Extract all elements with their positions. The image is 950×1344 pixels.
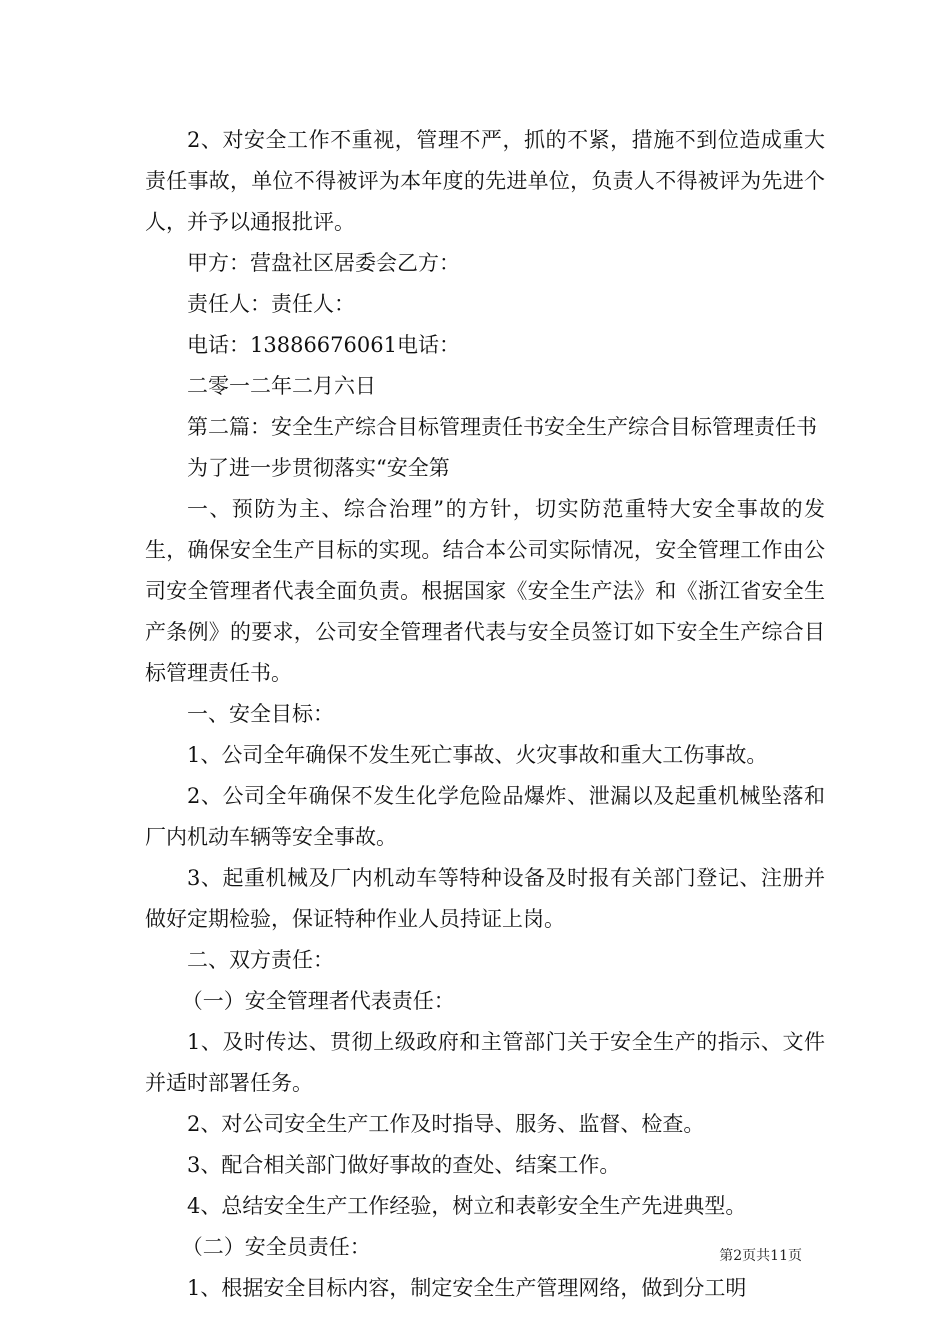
paragraph: 为了进一步贯彻落实“安全第 bbox=[187, 456, 450, 480]
paragraph: 2、对公司安全生产工作及时指导、服务、监督、检查。 bbox=[187, 1112, 705, 1136]
paragraph: 电话：13886676061电话： bbox=[187, 333, 460, 357]
paragraph: 3、配合相关部门做好事故的查处、结案工作。 bbox=[187, 1153, 621, 1177]
page-footer bbox=[719, 1247, 802, 1265]
paragraph: 3、起重机械及厂内机动车等特种设备及时报有关部门登记、注册并做好定期检验，保证特种作业人员持证上岗。 bbox=[145, 866, 825, 931]
paragraph: 1、根据安全目标内容，制定安全生产管理网络，做到分工明 bbox=[187, 1276, 747, 1300]
paragraph: 一、安全目标： bbox=[187, 702, 334, 726]
paragraph: 1、公司全年确保不发生死亡事故、火灾事故和重大工伤事故。 bbox=[187, 743, 768, 767]
footer-middle: 页共 bbox=[742, 1248, 771, 1264]
paragraph: 4、总结安全生产工作经验，树立和表彰安全生产先进典型。 bbox=[187, 1194, 747, 1218]
footer-suffix: 页 bbox=[788, 1248, 802, 1264]
section-heading: 第二篇：安全生产综合目标管理责任书安全生产综合目标管理责任书 bbox=[187, 415, 817, 439]
paragraph: （二）安全员责任： bbox=[181, 1235, 371, 1259]
paragraph: 二零一二年二月六日 bbox=[187, 374, 376, 398]
paragraph: 2、公司全年确保不发生化学危险品爆炸、泄漏以及起重机械坠落和厂内机动车辆等安全事故。 bbox=[145, 784, 825, 849]
paragraph: 甲方：营盘社区居委会乙方： bbox=[187, 251, 460, 275]
paragraph: 2、对安全工作不重视，管理不严，抓的不紧，措施不到位造成重大责任事故，单位不得被评为本年度的先进单位，负责人不得被评为先进个人，并予以通报批评。 bbox=[145, 128, 825, 234]
paragraph: 1、及时传达、贯彻上级政府和主管部门关于安全生产的指示、文件并适时部署任务。 bbox=[145, 1030, 825, 1095]
footer-total-pages: 11 bbox=[770, 1248, 788, 1264]
document-body bbox=[145, 120, 825, 1309]
footer-prefix: 第 bbox=[719, 1248, 734, 1264]
paragraph: 责任人：责任人： bbox=[187, 292, 355, 316]
paragraph: （一）安全管理者代表责任： bbox=[181, 989, 455, 1013]
paragraph: 二、双方责任： bbox=[187, 948, 334, 972]
paragraph: 一、预防为主、综合治理”的方针，切实防范重特大安全事故的发生，确保安全生产目标的实现。结合本公司实际情况，安全管理工作由公司安全管理者代表全面负责。根据国家《安全生产法》和《浙江省安全生产条例》的要求，公司安全管理者代表与安全员签订如下安全生产综合目标管理责任书。 bbox=[145, 497, 825, 685]
footer-page-number: 2 bbox=[733, 1248, 743, 1264]
